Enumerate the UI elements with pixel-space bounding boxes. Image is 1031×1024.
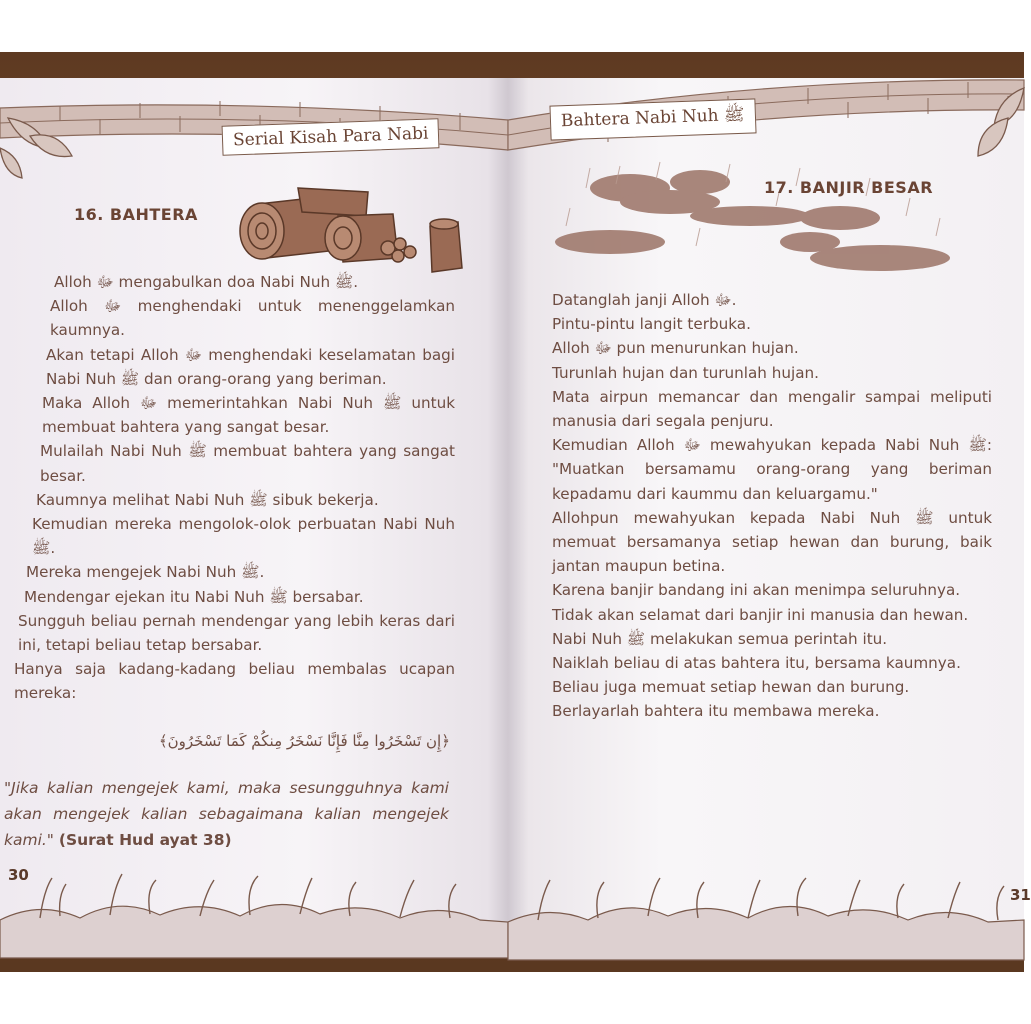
- paragraph: Alloh ﷻ mengabulkan doa Nabi Nuh ﷺ.: [54, 273, 359, 291]
- paragraph: Turunlah hujan dan turunlah hujan.: [552, 363, 819, 382]
- logs-illustration: [218, 186, 470, 276]
- paragraph: Mereka mengejek Nabi Nuh ﷺ.: [26, 563, 265, 582]
- paragraph: Mendengar ejekan itu Nabi Nuh ﷺ bersabar.: [24, 587, 364, 606]
- paragraph: Alloh ﷻ pun menurunkan hujan.: [552, 339, 799, 358]
- grass-border: [0, 860, 508, 958]
- arabic-verse: ﴿إِن تَسْخَرُوا مِنَّا فَإِنَّا نَسْخَرُ مِنكُمْ كَمَا تَسْخَرُونَ﴾: [158, 732, 450, 750]
- paragraph: Pintu-pintu langit terbuka.: [552, 315, 751, 334]
- right-body-text: [552, 288, 992, 724]
- paragraph: Hanya saja kadang-kadang beliau membalas ucapan mereka:: [14, 660, 455, 703]
- paragraph: Kemudian Alloh ﷻ mewahyukan kepada Nabi Nuh ﷺ: "Muatkan bersamamu orang-orang yang beriman kepadamu dari kaummu dan keluargamu.": [552, 436, 992, 503]
- series-header: Serial Kisah Para Nabi: [222, 118, 440, 156]
- paragraph: Akan tetapi Alloh ﷻ menghendaki keselamatan bagi Nabi Nuh ﷺ dan orang-orang yang beriman.: [46, 345, 455, 388]
- paragraph: Datanglah janji Alloh ﷻ.: [552, 291, 737, 309]
- paragraph: Naiklah beliau di atas bahtera itu, bersama kaumnya.: [552, 654, 961, 673]
- paragraph: Mulailah Nabi Nuh ﷺ membuat bahtera yang sangat besar.: [40, 442, 455, 485]
- paragraph: Maka Alloh ﷻ memerintahkan Nabi Nuh ﷺ untuk membuat bahtera yang sangat besar.: [42, 394, 455, 437]
- paragraph: Kaumnya melihat Nabi Nuh ﷺ sibuk bekerja.: [36, 490, 379, 509]
- paragraph: Beliau juga memuat setiap hewan dan burung.: [552, 678, 910, 697]
- paragraph: Berlayarlah bahtera itu membawa mereka.: [552, 702, 880, 721]
- page-number-right: 31: [1010, 886, 1031, 904]
- page-number-left: 30: [8, 866, 29, 884]
- paragraph: Allohpun mewahyukan kepada Nabi Nuh ﷺ untuk memuat bersamanya setiap hewan dan burung, baik jantan maupun betina.: [552, 508, 992, 576]
- right-page: [508, 78, 1031, 960]
- paragraph: Tidak akan selamat dari banjir ini manusia dan hewan.: [552, 605, 969, 624]
- section-title-bahtera: 16. BAHTERA: [74, 205, 198, 224]
- section-title-banjir-besar: 17. BANJIR BESAR: [764, 178, 934, 197]
- left-body-text: [14, 270, 455, 706]
- paragraph: Kemudian mereka mengolok-olok perbuatan Nabi Nuh ﷺ.: [32, 515, 455, 558]
- paragraph: Karena banjir bandang ini akan menimpa seluruhnya.: [552, 581, 961, 600]
- quote-translation: [4, 775, 449, 853]
- paragraph: Alloh ﷻ menghendaki untuk menenggelamkan kaumnya.: [50, 297, 455, 340]
- quote-text: "Jika kalian mengejek kami, maka sesungguhnya kami akan mengejek kalian sebagaimana kalian mengejek kami.": [4, 779, 449, 849]
- paragraph: Sungguh beliau pernah mendengar yang lebih keras dari ini, tetapi beliau tetap bersabar.: [18, 611, 455, 655]
- paragraph: Mata airpun memancar dan mengalir sampai meliputi manusia dari segala penjuru.: [552, 387, 992, 431]
- paragraph: Nabi Nuh ﷺ melakukan semua perintah itu.: [552, 629, 888, 648]
- story-header: Bahtera Nabi Nuh ﷺ: [549, 98, 756, 140]
- quote-reference: (Surat Hud ayat 38): [58, 831, 232, 849]
- left-page: [0, 78, 508, 958]
- grass-border: [508, 860, 1024, 960]
